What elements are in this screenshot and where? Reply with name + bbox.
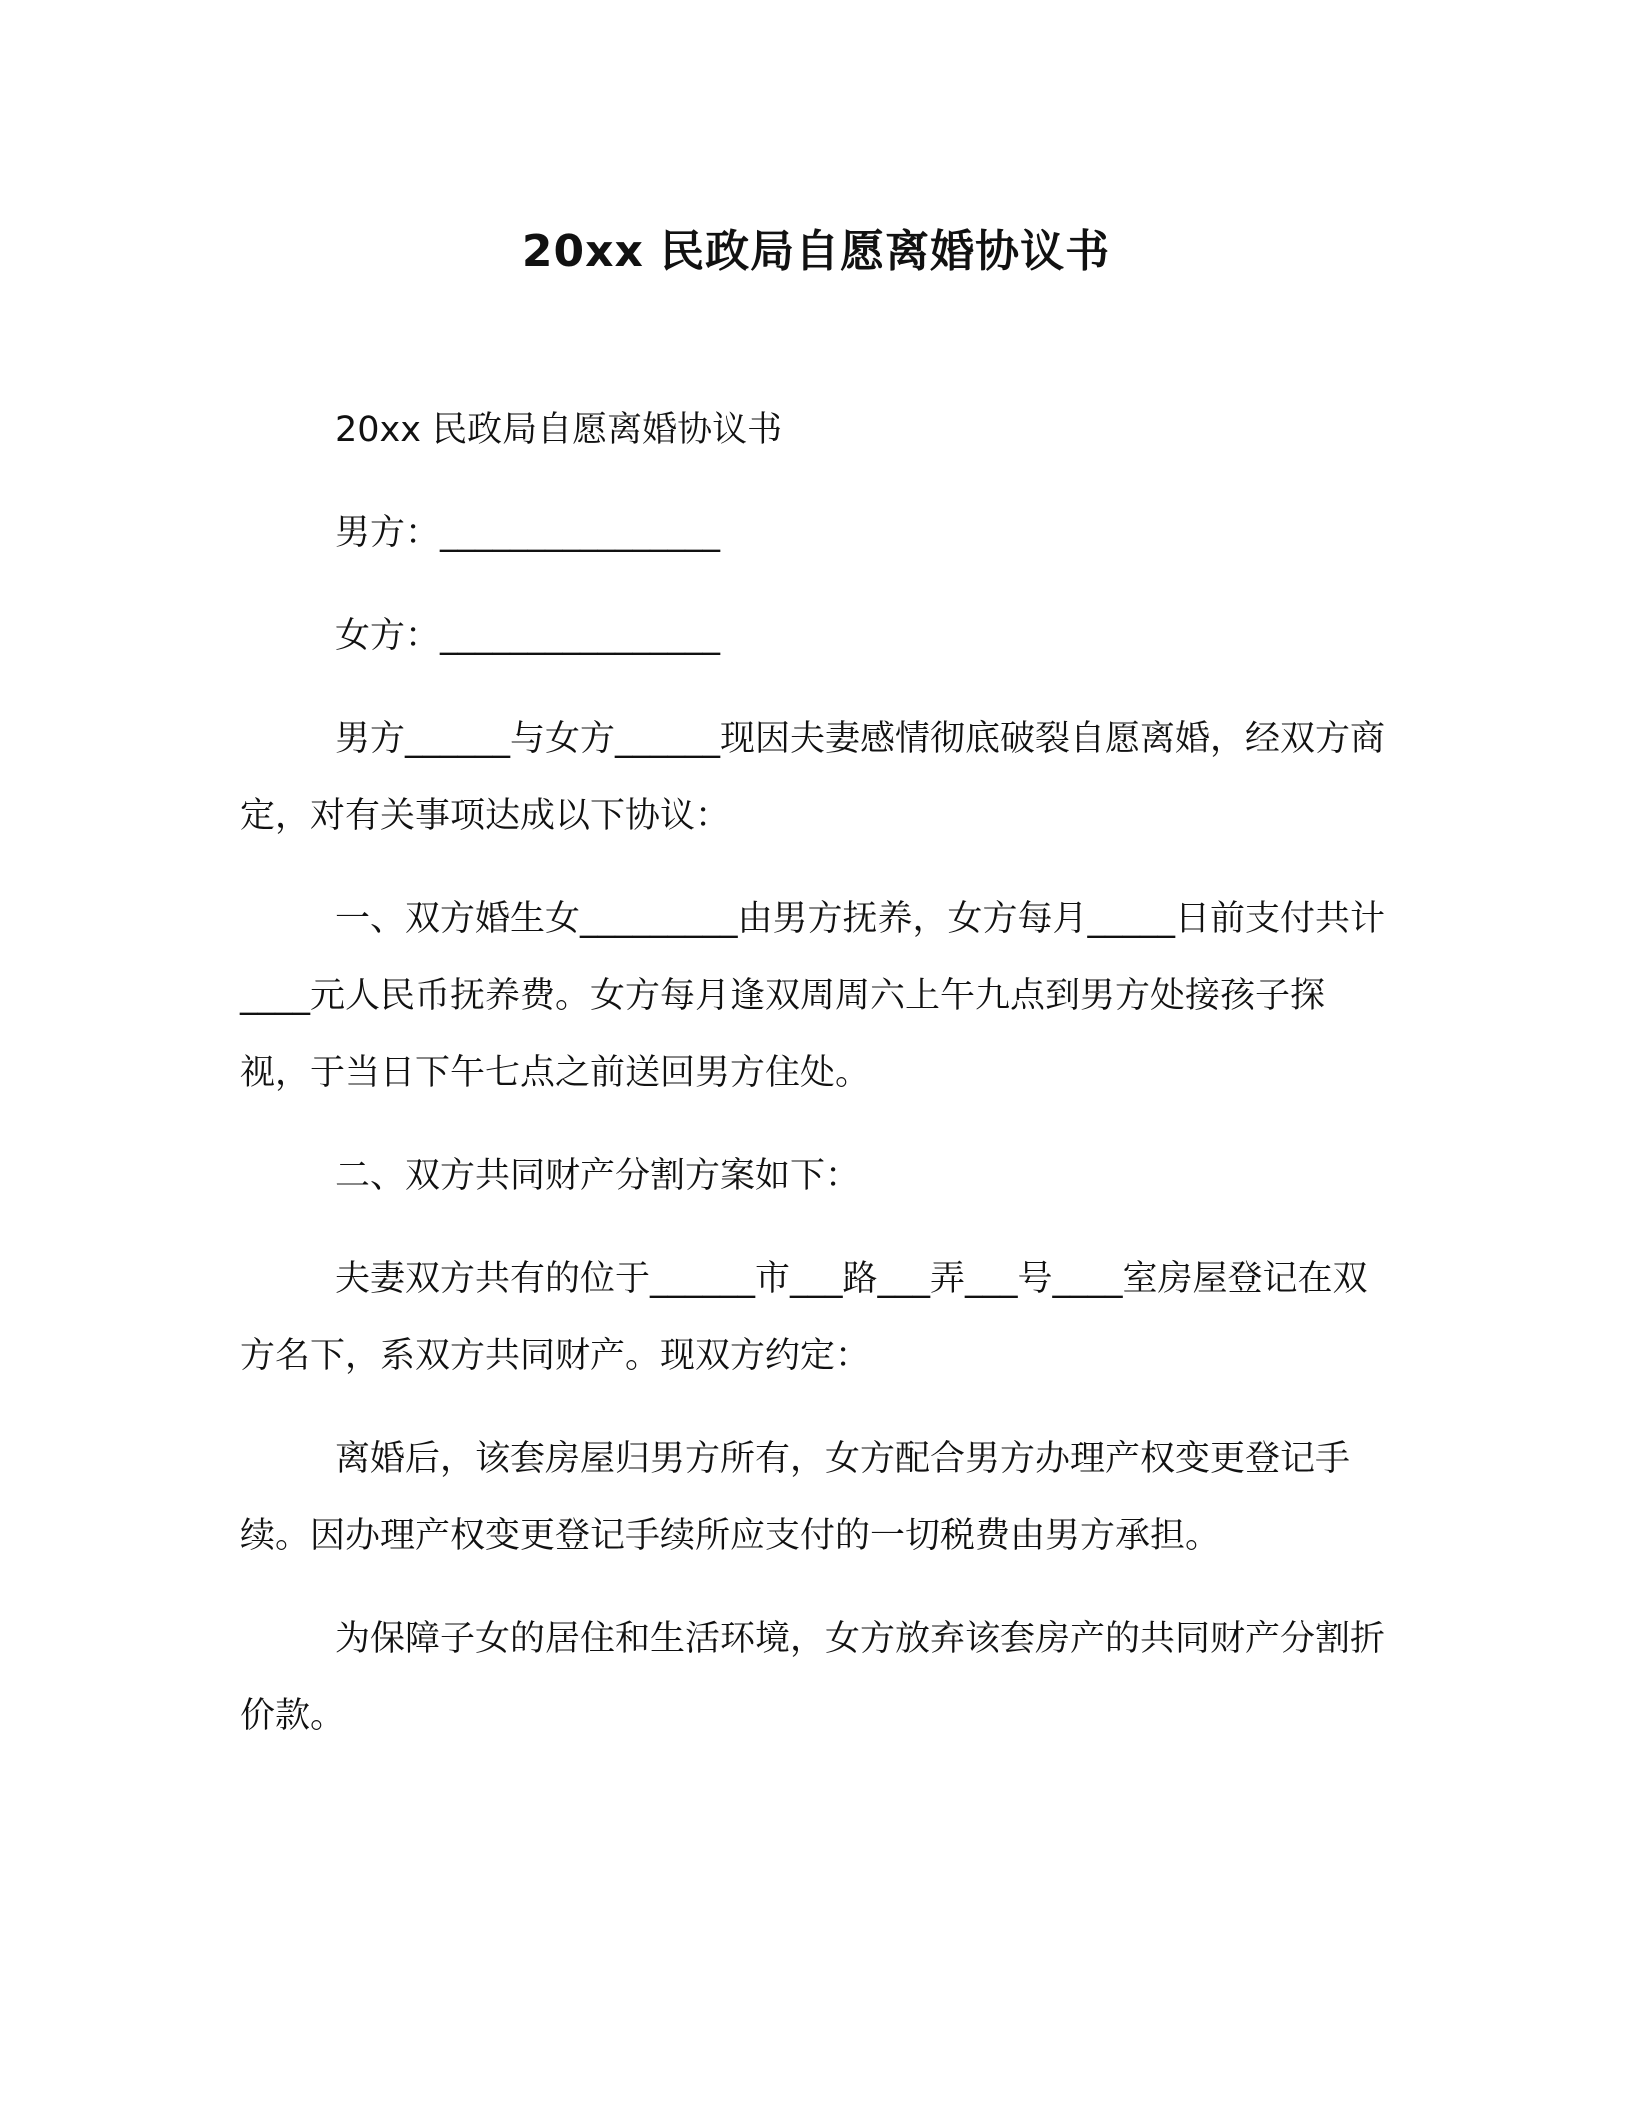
subtitle-paragraph: 20xx 民政局自愿离婚协议书: [335, 410, 783, 450]
property-paragraph: 夫妻双方共有的位于______市___路___弄___号____室房屋登记在双方名下，系双方共同财产。现双方约定：: [240, 1259, 1368, 1376]
document-body: [240, 392, 1390, 1781]
female-party-field: 女方：________________: [335, 616, 721, 656]
clause-1-child-custody: 一、双方婚生女_________由男方抚养，女方每月_____日前支付共计____元人民币抚养费。女方每月逢双周周六上午九点到男方处接孩子探视，于当日下午七点之前送回男方住处。: [240, 899, 1386, 1093]
preamble-paragraph: 男方______与女方______现因夫妻感情彻底破裂自愿离婚，经双方商定，对有关事项达成以下协议：: [240, 719, 1386, 836]
house-ownership-paragraph: 离婚后，该套房屋归男方所有，女方配合男方办理产权变更登记手续。因办理产权变更登记手续所应支付的一切税费由男方承担。: [240, 1439, 1351, 1556]
male-party-field: 男方：________________: [335, 513, 721, 553]
clause-2-heading: 二、双方共同财产分割方案如下：: [335, 1156, 861, 1196]
document-title: 20xx 民政局自愿离婚协议书: [521, 226, 1111, 277]
waiver-paragraph: 为保障子女的居住和生活环境，女方放弃该套房产的共同财产分割折价款。: [240, 1619, 1386, 1736]
